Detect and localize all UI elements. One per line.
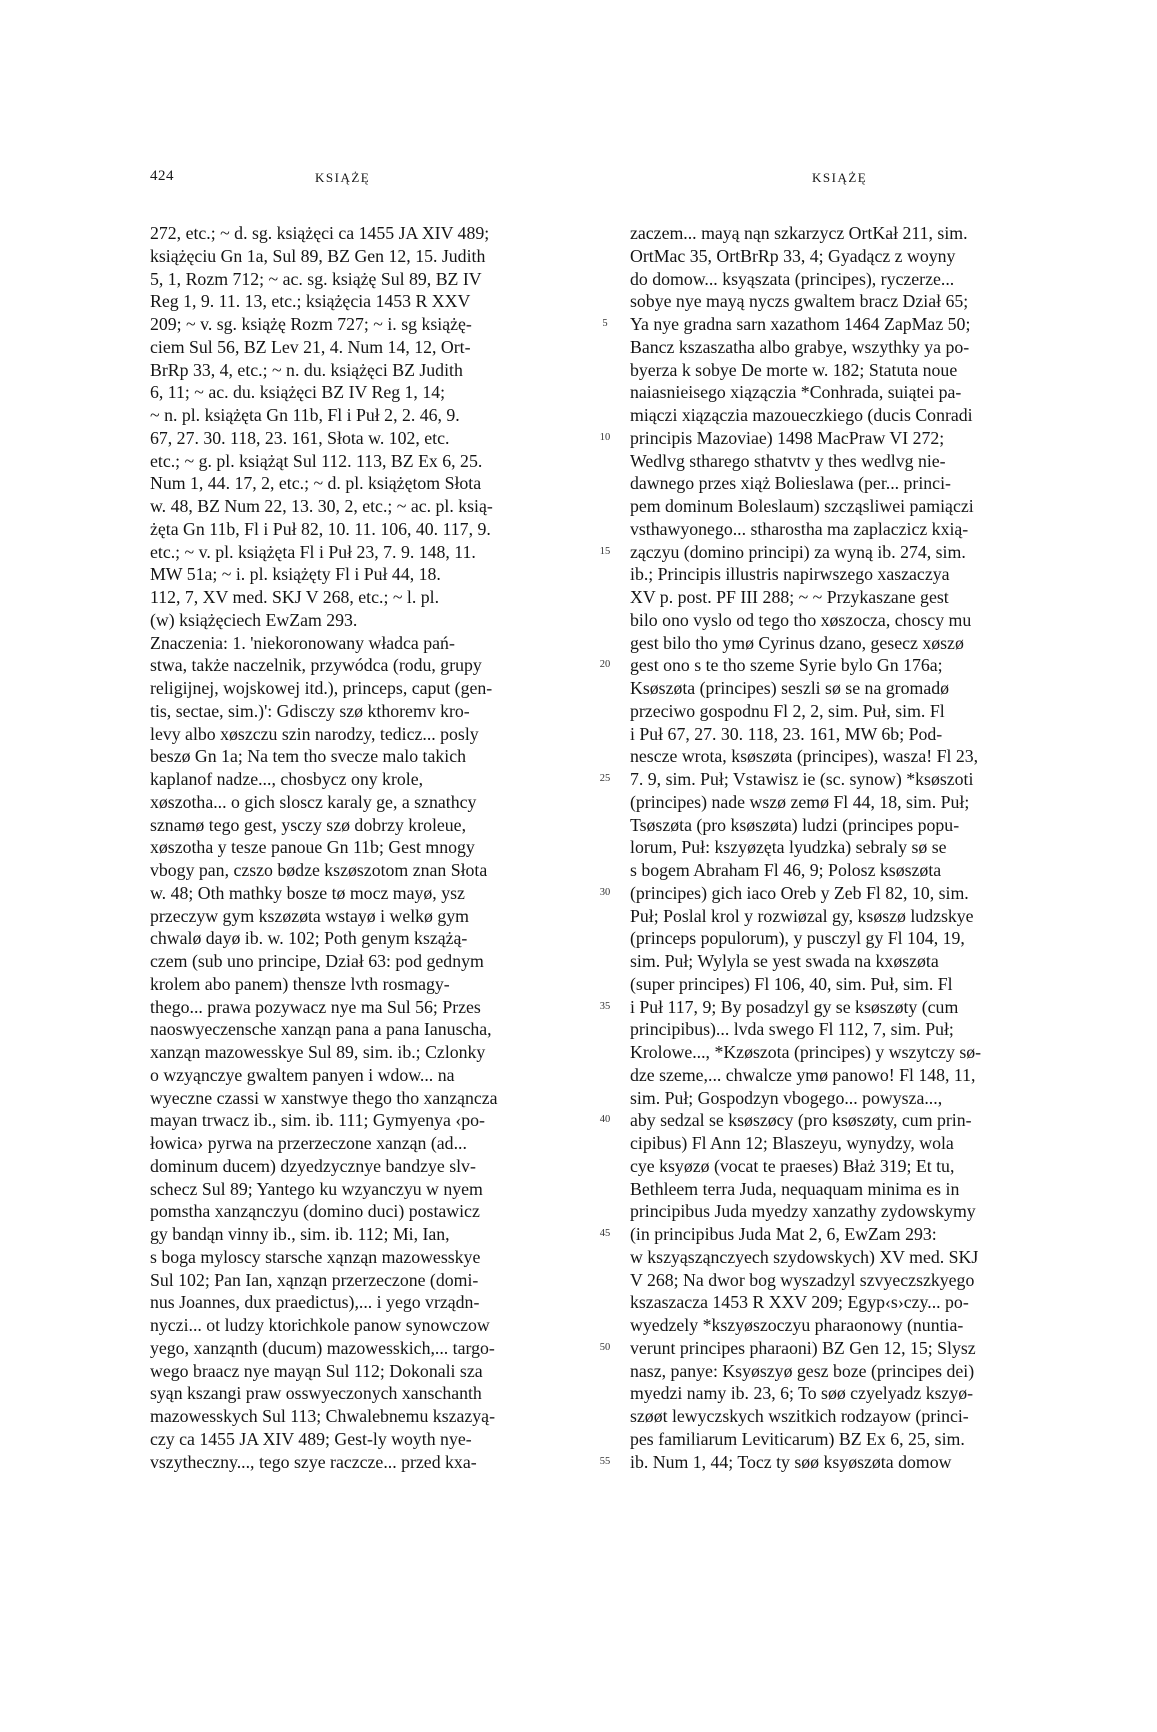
text-line: sim. Puł; Wylyla se yest swada na kxøszøta [630,951,939,971]
gutter-blank [593,632,617,655]
gutter-blank [593,222,617,245]
gutter-blank [593,836,617,859]
gutter-blank [593,745,617,768]
gutter-blank [593,1178,617,1201]
text-line: (w) książęciech EwZam 293. [150,609,358,630]
text-line: nus Joannes, dux praedictus),... i yego vrządn- [150,1292,480,1313]
text-line: Puł; Poslal krol y rozwiøzal gy, ksøszø ludzskye [630,905,974,926]
text-line: przeczyw gym kszøzøta wstayø i welkø gym [150,905,469,926]
text-line: naoswyeczensche xanząn pana a pana Ianuscha, [150,1019,492,1040]
text-line: Sul 102; Pan Ian, xąnząn przerzeczone (domi- [150,1269,479,1290]
text-line: Ya nye gradna sarn xazathom 1464 ZapMaz 50; [630,314,971,334]
gutter-blank [593,268,617,291]
line-number: 55 [599,1455,611,1467]
text-line: pem dominum Boleslaum) szcząsliwei pamiączi [630,496,974,516]
text-line: do domow... ksyąszata (principes), ryczerze... [630,268,955,289]
line-number: 50 [599,1341,611,1353]
text-line: w. 48, BZ Num 22, 13. 30, 2, etc.; ~ ac. pl. ksią- [150,496,493,516]
text-line: Znaczenia: 1. 'niekoronowany władca pań- [150,632,455,653]
text-line: zączyu (domino principi) za wyną ib. 274, sim. [630,541,966,562]
gutter-blank [593,495,617,518]
text-line: Wedlvg stharego sthatvtv y thes wedlvg nie- [630,450,946,471]
text-line: tis, sectae, sim.)': Gdisczy szø kthoremv kro- [150,700,470,721]
gutter-blank [593,1155,617,1178]
text-line: vszytheczny..., tego szye raczcze... przed kxa- [150,1451,477,1472]
text-line: xøszotha... o gich sloscz karaly ge, a sznathcy [150,791,477,812]
text-line: 5, 1, Rozm 712; ~ ac. sg. książę Sul 89, BZ IV [150,268,482,289]
text-line: i Puł 67, 27. 30. 118, 23. 161, MW 6b; Pod- [630,723,943,744]
text-line: 6, 11; ~ ac. du. książęci BZ IV Reg 1, 14; [150,382,446,403]
gutter-blank [593,950,617,973]
text-line: aby sedzal se ksøszøcy (pro ksøszøty, cum prin- [630,1110,972,1131]
text-line: (principes) gich iaco Oreb y Zeb Fl 82, 10, sim. [630,882,969,903]
gutter-blank [593,859,617,882]
text-line: nasz, panye: Ksyøszyø gesz boze (principes dei) [630,1360,975,1381]
text-line: Reg 1, 9. 11. 13, etc.; książęcia 1453 R XXV [150,291,471,312]
text-line: Bancz kszaszatha albo grabye, wszythky ya po- [630,336,970,357]
gutter-blank [593,450,617,473]
gutter-blank [593,1269,617,1292]
line-number: 30 [599,886,611,898]
gutter-blank [593,586,617,609]
running-head-right: KSIĄŻĘ [812,170,868,185]
gutter-blank [593,1314,617,1337]
gutter-blank [593,1200,617,1223]
text-line: naiasnieisego xiązączia *Conhrada, suiątei pa- [630,382,962,403]
gutter-blank [593,927,617,950]
gutter-blank [593,1360,617,1383]
text-line: bilo ono vyslo od tego tho xøszocza, choscy mu [630,609,972,630]
text-line: sznamø tego gest, ysczy szø dobrzy kroleue, [150,814,467,835]
running-head-left: KSIĄŻĘ [315,170,371,185]
gutter-blank [593,563,617,586]
text-line: ib. Num 1, 44; Tocz ty søø ksyøszøta domow [630,1451,952,1472]
text-line: nyczi... ot ludzy ktorichkole panow synowczow [150,1315,490,1335]
gutter-blank [593,1246,617,1269]
text-line: principis Mazoviae) 1498 MacPraw VI 272; [630,427,945,448]
text-line: szøøt lewyczskych wszitkich rodzayow (princi- [630,1406,969,1426]
text-line: gest bilo tho ymø Cyrinus dzano, gesecz xøszø [630,632,964,653]
text-line: (principes) nade wszø zemø Fl 44, 18, sim. Puł; [630,791,970,812]
text-line: MW 51a; ~ i. pl. książęty Fl i Puł 44, 18. [150,564,441,585]
text-line: Tsøszøta (pro ksøszøta) ludzi (principes popu- [630,814,960,835]
gutter-blank [593,973,617,996]
text-line: dominum ducem) dzyedzycznye bandzye slv- [150,1155,476,1176]
left-column [150,222,576,1473]
text-line: sobye nye mayą nyczs gwaltem bracz Dział 65; [630,291,969,312]
gutter-blank [593,1087,617,1110]
text-line: OrtMac 35, OrtBrRp 33, 4; Gyadącz z woyny [630,245,956,266]
line-number: 25 [599,773,611,784]
text-line: w kszyąsząnczyech szydowskych) XV med. SKJ [630,1246,979,1267]
gutter-blank [593,1018,617,1041]
text-line: dze szeme,... chwalcze ymø panowo! Fl 148, 11, [630,1064,976,1085]
text-line: levy albo xøszczu szin narodzy, tedicz... posly [150,723,479,744]
text-line: mazowesskych Sul 113; Chwalebnemu kszazyą- [150,1406,495,1426]
right-column [630,222,1066,1473]
text-line: s boga myloscy starsche xąnząn mazowesskye [150,1246,481,1267]
line-number: 35 [599,1000,611,1012]
line-number: 45 [599,1228,611,1239]
line-number-gutter [593,222,617,1473]
text-line: 112, 7, XV med. SKJ V 268, etc.; ~ l. pl. [150,587,440,607]
text-line: w. 48; Oth mathky bosze tø mocz mayø, ysz [150,882,465,903]
line-number: 20 [599,659,611,671]
gutter-blank [593,700,617,723]
gutter-blank [593,791,617,814]
text-line: wyeczne czassi w xanstwye thego tho xanząncza [150,1087,498,1108]
text-line: czem (sub uno principe, Dział 63: pod gednym [150,951,484,971]
text-line: i Puł 117, 9; By posadzyl gy se ksøszøty (cum [630,996,959,1017]
line-number: 15 [599,545,611,557]
text-line: gest ono s te tho szeme Syrie bylo Gn 176a; [630,655,943,676]
gutter-blank [593,1064,617,1087]
text-line: sim. Puł; Gospodzyn vbogego... powysza..., [630,1087,943,1108]
text-line: etc.; ~ v. pl. książęta Fl i Puł 23, 7. 9. 148, 11. [150,541,476,562]
text-line: mayan trwacz ib., sim. ib. 111; Gymyenya ‹po- [150,1110,485,1131]
text-line: (in principibus Juda Mat 2, 6, EwZam 293: [630,1224,937,1244]
gutter-blank [593,1132,617,1155]
text-line: Ksøszøta (principes) seszli sø se na gromadø [630,678,949,698]
text-line: 209; ~ v. sg. książę Rozm 727; ~ i. sg książę- [150,314,472,334]
gutter-blank [593,723,617,746]
gutter-blank [593,290,617,313]
text-line: Num 1, 44. 17, 2, etc.; ~ d. pl. książętom Słota [150,473,482,494]
text-line: pomstha xanząnczyu (domino duci) postawicz [150,1201,480,1222]
text-line: myedzi namy ib. 23, 6; To søø czyelyadz kszyø- [630,1383,974,1404]
text-line: etc.; ~ g. pl. książąt Sul 112. 113, BZ Ex 6, 25. [150,450,483,471]
text-line: pes familiarum Leviticarum) BZ Ex 6, 25, sim. [630,1428,965,1449]
text-line: dawnego przes xiąż Bolieslawa (per... princi- [630,473,951,494]
text-line: BrRp 33, 4, etc.; ~ n. du. książęci BZ Judith [150,359,463,380]
text-line: przeciwo gospodnu Fl 2, 2, sim. Puł, sim. Fl [630,700,945,721]
text-line: syąn kszangi praw osswyeczonych xanschanth [150,1383,482,1404]
text-line: 272, etc.; ~ d. sg. książęci ca 1455 JA XIV 489; [150,223,490,243]
text-line: ~ n. pl. książęta Gn 11b, Fl i Puł 2, 2. 46, 9. [150,405,460,425]
text-line: ciem Sul 56, BZ Lev 21, 4. Num 14, 12, Ort- [150,336,471,357]
text-line: czy ca 1455 JA XIV 489; Gest-ly woyth nye- [150,1428,472,1449]
text-line: nescze wrota, ksøszøta (principes), wasza! Fl 23, [630,746,979,767]
text-line: chwalø dayø ib. w. 102; Poth genym kszążą- [150,928,468,949]
page-number: 424 [150,168,174,184]
gutter-blank [593,677,617,700]
gutter-blank [593,609,617,632]
gutter-blank [593,1291,617,1314]
text-line: wego braacz nye mayąn Sul 112; Dokonali sza [150,1360,483,1381]
text-line: xanząn mazowesskye Sul 89, sim. ib.; Czlonky [150,1042,486,1062]
text-line: żęta Gn 11b, Fl i Puł 82, 10. 11. 106, 40. 117, 9. [150,518,491,539]
text-line: cipibus) Fl Ann 12; Blaszeyu, wynydzy, wola [630,1133,954,1153]
text-line: Krolowe..., *Kzøszota (principes) y wszytczy sø- [630,1042,982,1062]
line-number: 40 [599,1114,611,1126]
text-line: thego... prawa pozywacz nye ma Sul 56; Przes [150,996,481,1017]
line-number: 10 [599,431,611,443]
gutter-blank [593,1405,617,1428]
text-line: religijnej, wojskowej itd.), princeps, caput (gen- [150,678,493,698]
text-line: ib.; Principis illustris napirwszego xaszaczya [630,564,950,585]
text-line: byerza k sobye De morte w. 182; Statuta noue [630,359,958,380]
text-line: vbogy pan, czszo bødze kszøszotom znan Słota [150,860,488,880]
text-line: (princeps populorum), y pusczyl gy Fl 104, 19, [630,928,965,949]
text-line: zaczem... mayą nąn szkarzycz OrtKał 211, sim. [630,223,968,243]
gutter-blank [593,245,617,268]
text-line: o wzyąnczye gwaltem panyen i wdow... na [150,1064,455,1085]
text-line: łowica› pyrwa na przerzeczone xanząn (ad... [150,1133,467,1153]
text-line: principibus Juda myedzy xanzathy zydowskymy [630,1201,976,1222]
gutter-blank [593,1041,617,1064]
text-line: książęciu Gn 1a, Sul 89, BZ Gen 12, 15. Judith [150,245,486,266]
gutter-blank [593,905,617,928]
text-line: kaplanof nadze..., chosbycz ony krole, [150,769,424,789]
gutter-blank [593,359,617,382]
gutter-blank [593,1428,617,1451]
text-line: 7. 9, sim. Puł; Vstawisz ie (sc. synow) *ksøszoti [630,769,974,789]
text-line: kszaszacza 1453 R XXV 209; Egyp‹s›czy... po- [630,1292,969,1313]
text-line: xøszotha y tesze panoue Gn 11b; Gest mnogy [150,837,475,858]
text-line: yego, xanząnth (ducum) mazowesskich,... targo- [150,1337,495,1358]
text-line: schecz Sul 89; Yantego ku wzyanczyu w nyem [150,1178,483,1199]
text-line: (super principes) Fl 106, 40, sim. Puł, sim. Fl [630,973,953,994]
text-line: beszø Gn 1a; Na tem tho svecze malo takich [150,746,466,767]
text-line: krolem abo panem) thensze lvth rosmagy- [150,973,450,994]
gutter-blank [593,472,617,495]
gutter-blank [593,336,617,359]
line-number: 5 [602,318,608,329]
gutter-blank [593,404,617,427]
text-line: s bogem Abraham Fl 46, 9; Polosz ksøszøta [630,860,942,880]
text-line: 67, 27. 30. 118, 23. 161, Słota w. 102, etc. [150,427,450,448]
text-line: miączi xiązączia mazoueczkiego (ducis Conradi [630,405,973,425]
text-line: vsthawyonego... stharostha ma zaplaczicz kxią- [630,518,969,539]
text-line: Bethleem terra Juda, nequaquam minima es in [630,1178,960,1199]
text-line: wyedzely *kszyøszoczyu pharaonowy (nuntia- [630,1315,964,1335]
text-line: principibus)... lvda swego Fl 112, 7, sim. Puł; [630,1019,954,1040]
text-line: lorum, Puł: kszyøzęta lyudzka) sebraly sø se [630,837,947,858]
gutter-blank [593,381,617,404]
text-line: XV p. post. PF III 288; ~ ~ Przykaszane gest [630,587,949,607]
text-line: gy bandąn vinny ib., sim. ib. 112; Mi, Ian, [150,1224,450,1244]
text-line: verunt principes pharaoni) BZ Gen 12, 15; Slysz [630,1337,976,1358]
gutter-blank [593,1382,617,1405]
text-line: V 268; Na dwor bog wyszadzyl szvyeczszkyego [630,1269,975,1290]
text-line: cye ksyøzø (vocat te praeses) Błaż 319; Et tu, [630,1155,955,1176]
gutter-blank [593,518,617,541]
text-line: stwa, także naczelnik, przywódca (rodu, grupy [150,655,482,676]
gutter-blank [593,814,617,837]
